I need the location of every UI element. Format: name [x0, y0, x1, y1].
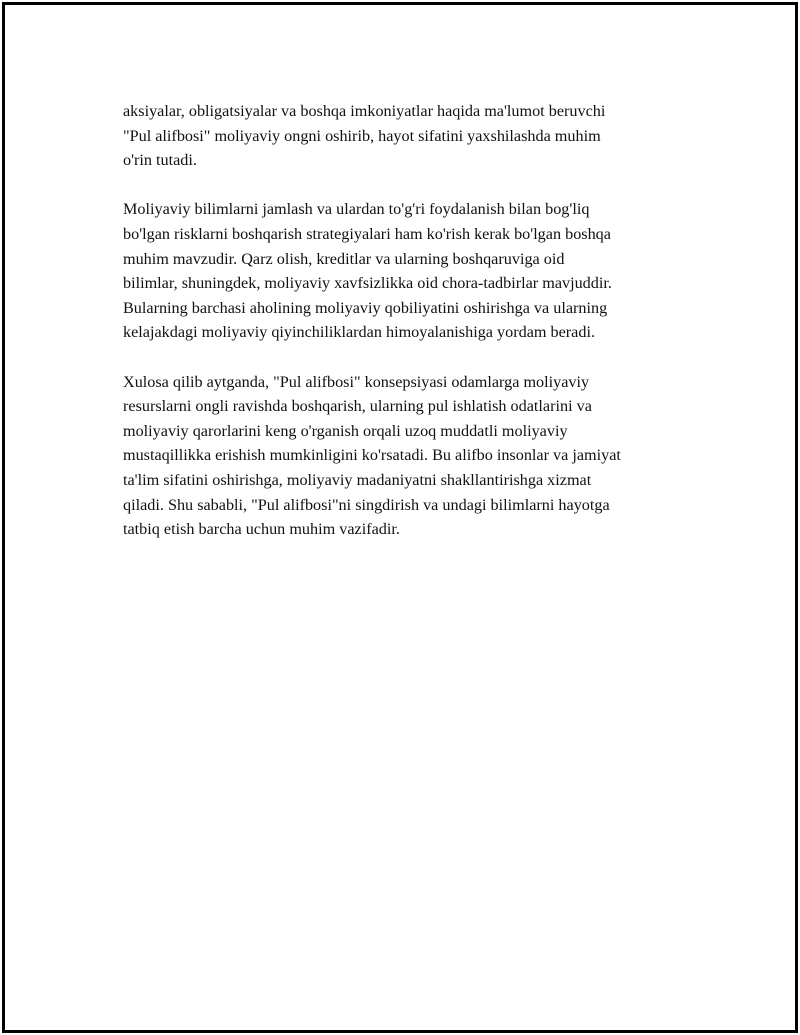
text-line: bo'lgan risklarni boshqarish strategiyalari ham ko'rish kerak bo'lgan boshqa: [123, 224, 611, 243]
text-line: moliyaviy qarorlarini keng o'rganish orqali uzoq muddatli moliyaviy: [123, 421, 568, 440]
text-line: tatbiq etish barcha uchun muhim vazifadir.: [123, 520, 400, 539]
text-line: o'rin tutadi.: [123, 151, 197, 170]
paragraph-1: [123, 99, 703, 173]
paragraph-3: [123, 370, 703, 542]
text-line: aksiyalar, obligatsiyalar va boshqa imkoniyatlar haqida ma'lumot beruvchi: [123, 102, 606, 120]
text-line: Bularning barchasi aholining moliyaviy qobiliyatini oshirishga va ularning: [123, 298, 608, 317]
document-body: [123, 99, 703, 542]
text-line: "Pul alifbosi" moliyaviy ongni oshirib, hayot sifatini yaxshilashda muhim: [123, 126, 601, 145]
paragraph-spacer: [123, 345, 703, 370]
text-line: qiladi. Shu sababli, "Pul alifbosi"ni singdirish va undagi bilimlarni hayotga: [123, 495, 610, 514]
paragraph-spacer: [123, 173, 703, 198]
text-line: Moliyaviy bilimlarni jamlash va ulardan to'g'ri foydalanish bilan bog'liq: [123, 200, 590, 219]
text-line: mustaqillikka erishish mumkinligini ko'rsatadi. Bu alifbo insonlar va jamiyat: [123, 446, 621, 465]
text-line: muhim mavzudir. Qarz olish, kreditlar va ularning boshqaruviga oid: [123, 249, 565, 268]
text-line: bilimlar, shuningdek, moliyaviy xavfsizlikka oid chora-tadbirlar mavjuddir.: [123, 274, 612, 293]
page-frame: [2, 2, 798, 1033]
text-line: Xulosa qilib aytganda, "Pul alifbosi" konsepsiyasi odamlarga moliyaviy: [123, 372, 590, 391]
paragraph-2: [123, 197, 703, 345]
text-line: resurslarni ongli ravishda boshqarish, ularning pul ishlatish odatlarini va: [123, 397, 592, 416]
text-line: kelajakdagi moliyaviy qiyinchiliklardan himoyalanishiga yordam beradi.: [123, 323, 596, 342]
text-line: ta'lim sifatini oshirishga, moliyaviy madaniyatni shakllantirishga xizmat: [123, 470, 592, 489]
